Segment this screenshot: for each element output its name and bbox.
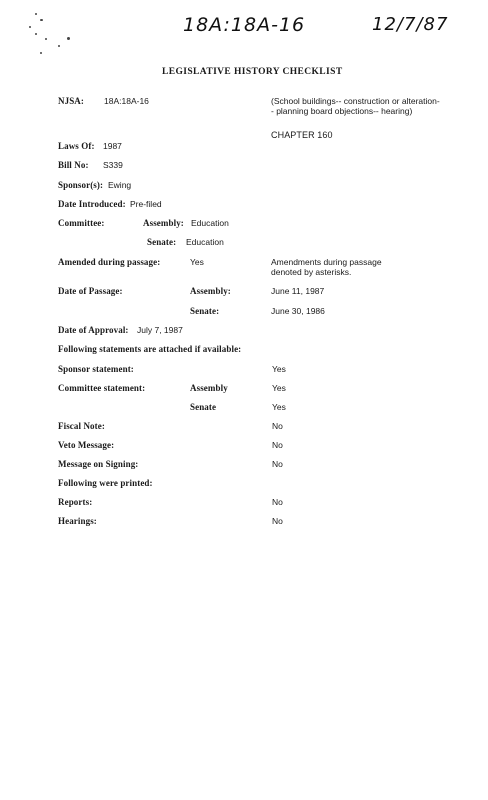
sponsor-statement-label: Sponsor statement: [58,364,134,374]
scan-speck [58,45,60,47]
committee-assembly-label: Assembly: [143,218,184,228]
committee-statement-label: Committee statement: [58,383,146,393]
veto-message-label: Veto Message: [58,440,115,450]
hearings-label: Hearings: [58,516,97,526]
date-introduced-label: Date Introduced: [58,199,126,209]
attached-statements-heading: Following statements are attached if available: [58,344,242,354]
reports-label: Reports: [58,497,93,507]
message-on-signing-label: Message on Signing: [58,459,139,469]
laws-of-value: 1987 [103,141,122,151]
reports-value: No [272,497,283,507]
committee-statement-assembly-label: Assembly [190,383,228,393]
handwritten-citation: 18A:18A-16 [183,14,306,36]
committee-label: Committee: [58,218,105,228]
printed-heading: Following were printed: [58,478,153,488]
committee-senate-value: Education [186,237,224,247]
njsa-label: NJSA: [58,96,85,106]
date-of-approval-label: Date of Approval: [58,325,129,335]
bill-no-label: Bill No: [58,160,89,170]
committee-statement-senate-value: Yes [272,402,286,412]
scan-speck [29,26,31,28]
date-introduced-value: Pre-filed [130,199,162,209]
veto-message-value: No [272,440,283,450]
njsa-value: 18A:18A-16 [104,96,149,106]
amended-note: Amendments during passage denoted by asterisks. [271,257,382,277]
committee-assembly-value: Education [191,218,229,228]
fiscal-note-value: No [272,421,283,431]
scan-speck [40,19,43,21]
date-of-passage-label: Date of Passage: [58,286,123,296]
sponsors-label: Sponsor(s): [58,180,104,190]
committee-statement-assembly-value: Yes [272,383,286,393]
handwritten-date: 12/7/87 [372,14,449,35]
scan-speck [35,33,37,35]
amended-value: Yes [190,257,204,267]
laws-of-label: Laws Of: [58,141,95,151]
scan-speck [45,38,47,40]
subject-text: (School buildings-- construction or alteration-- planning board objections-- hearing) [271,96,440,116]
fiscal-note-label: Fiscal Note: [58,421,105,431]
scan-speck [67,37,70,40]
committee-senate-label: Senate: [147,237,177,247]
bill-no-value: S339 [103,160,123,170]
date-of-approval-value: July 7, 1987 [137,325,183,335]
passage-senate-label: Senate: [190,306,220,316]
amended-label: Amended during passage: [58,257,161,267]
passage-senate-value: June 30, 1986 [271,306,325,316]
message-on-signing-value: No [272,459,283,469]
chapter-text: CHAPTER 160 [271,130,333,140]
hearings-value: No [272,516,283,526]
sponsors-value: Ewing [108,180,132,190]
passage-assembly-label: Assembly: [190,286,231,296]
passage-assembly-value: June 11, 1987 [271,286,325,296]
committee-statement-senate-label: Senate [190,402,217,412]
page-title: LEGISLATIVE HISTORY CHECKLIST [162,67,343,77]
scan-speck [35,13,37,15]
sponsor-statement-value: Yes [272,364,286,374]
scan-speck [40,52,42,54]
